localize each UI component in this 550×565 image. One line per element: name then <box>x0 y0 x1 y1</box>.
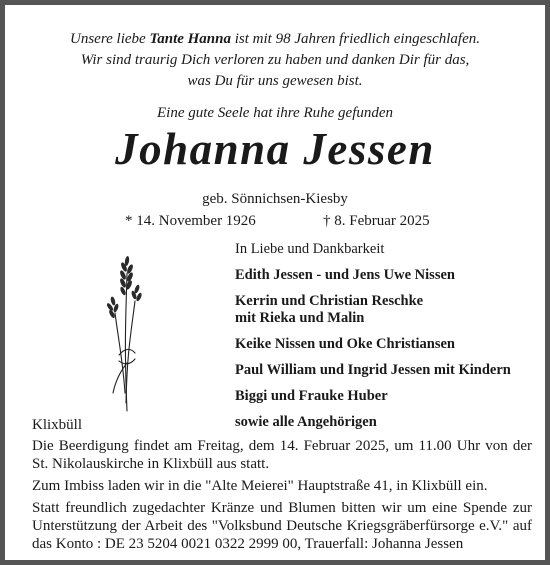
deceased-name: Johanna Jessen <box>115 124 435 174</box>
motto: Eine gute Seele hat ihre Ruhe gefunden <box>156 105 394 121</box>
mourner-entry: sowie alle Angehörigen <box>235 414 377 430</box>
wheat-icon <box>97 253 159 413</box>
mourners-list <box>235 241 511 440</box>
mourner-entry: Biggi und Frauke Huber <box>235 388 388 404</box>
intro-highlight-name: Tante Hanna <box>149 31 231 47</box>
mourners-intro: In Liebe und Dankbarkeit <box>235 241 385 257</box>
intro-line-1-start: Unsere liebe <box>70 31 150 47</box>
intro-line-1-end: ist mit 98 Jahren friedlich eingeschlafen. <box>231 31 480 47</box>
birth-name: geb. Sönnichsen-Kiesby <box>202 191 348 207</box>
mourner-entry: Edith Jessen - und Jens Uwe Nissen <box>235 267 455 283</box>
intro-line-3: was Du für uns gewesen bist. <box>187 73 363 89</box>
reception-paragraph: Zum Imbiss laden wir in die "Alte Meierei" Hauptstraße 41, in Klixbüll ein. <box>32 478 488 494</box>
notice-body <box>32 437 532 557</box>
birth-date: * 14. November 1926 <box>125 213 256 229</box>
death-date: † 8. Februar 2025 <box>323 213 430 229</box>
funeral-paragraph: Die Beerdigung findet am Freitag, dem 14. Februar 2025, um 11.00 Uhr von der St. Nikolauskirche in Klixbüll aus statt. <box>32 438 532 472</box>
donation-paragraph: Statt freundlich zugedachter Kränze und Blumen bitten wir um eine Spende zur Unterstützung der Arbeit des "Volksbund Deutsche Kriegsgräberfürsorge e.V." auf das Konto : DE 23 5204 0021 0322 2999 00, Trauerfall: Johanna Jessen <box>32 500 532 552</box>
mourner-entry: Keike Nissen und Oke Christiansen <box>235 336 455 352</box>
intro-line-2: Wir sind traurig Dich verloren zu haben und danken Dir für das, <box>80 52 470 68</box>
place: Klixbüll <box>32 417 83 433</box>
mourner-entry: Kerrin und Christian Reschke mit Rieka und Malin <box>235 293 424 326</box>
intro-line-1 <box>5 29 545 50</box>
mourner-entry: Paul William und Ingrid Jessen mit Kindern <box>235 362 511 378</box>
intro-text <box>5 29 545 92</box>
